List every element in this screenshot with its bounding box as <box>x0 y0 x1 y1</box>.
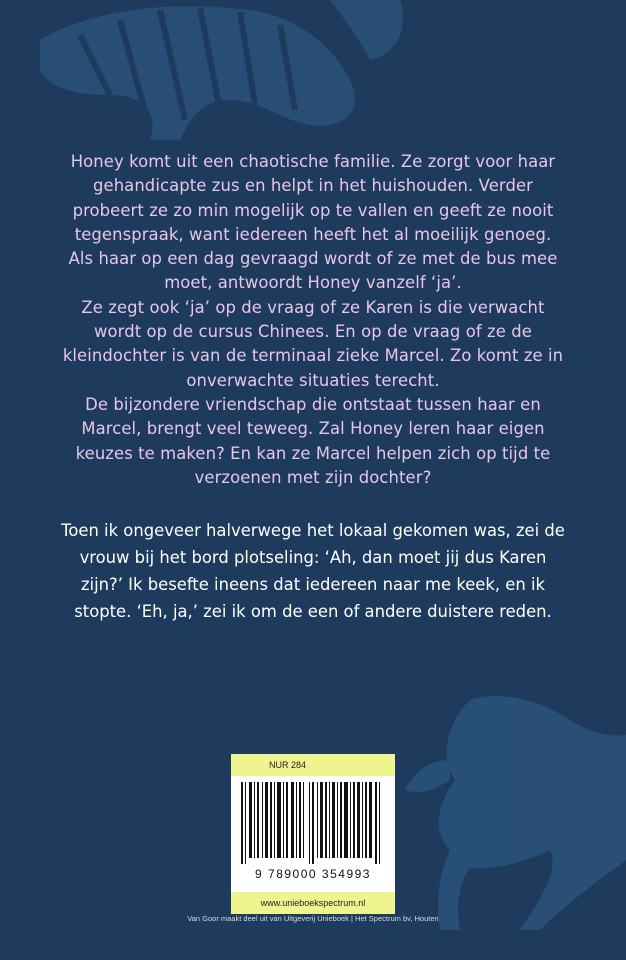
book-excerpt <box>60 517 566 625</box>
publisher-footer: Van Goor maakt deel uit van Uitgeverij Unieboek | Het Spectrum bv, Houten <box>187 914 439 923</box>
isbn-number: 9 789000 354993 <box>255 867 371 881</box>
barcode-label <box>231 754 395 914</box>
horse-silhouette <box>405 696 626 930</box>
blurb-text <box>60 150 566 490</box>
blurb-paragraph-1: Honey komt uit een chaotische familie. Ze zorgt voor haar gehandicapte zus en helpt in het huishouden. Verder probeert ze zo min mogelijk op te vallen en geeft ze nooit tegenspraak, want iedereen heeft het al moeilijk genoeg. Als haar op een dag gevraagd wordt of ze met de bus mee moet, antwoordt Honey vanzelf ‘ja’. <box>68 152 558 293</box>
nur-code: NUR 284 <box>231 754 395 776</box>
blurb-paragraph-2: Ze zegt ook ‘ja’ op de vraag of ze Karen is die verwacht wordt op de cursus Chinees. En op de vraag of ze de kleindochter is van de terminaal zieke Marcel. Zo komt ze in onverwachte situaties terecht. <box>62 297 564 390</box>
blurb-paragraph-3: De bijzondere vriendschap die ontstaat tussen haar en Marcel, brengt veel teweeg. Zal Honey leren haar eigen keuzes te maken? En kan ze Marcel helpen zich op tijd te verzoenen met zijn dochter? <box>75 394 551 487</box>
publisher-url: www.unieboekspectrum.nl <box>231 892 395 914</box>
barcode-icon <box>239 782 387 864</box>
excerpt-text: Toen ik ongeveer halverwege het lokaal gekomen was, zei de vrouw bij het bord plotseling: ‘Ah, dan moet jij dus Karen zijn?’ Ik besefte ineens dat iedereen naar me keek, en ik stopte. ‘Eh, ja,’ zei ik om de een of andere duistere reden. <box>61 521 565 621</box>
